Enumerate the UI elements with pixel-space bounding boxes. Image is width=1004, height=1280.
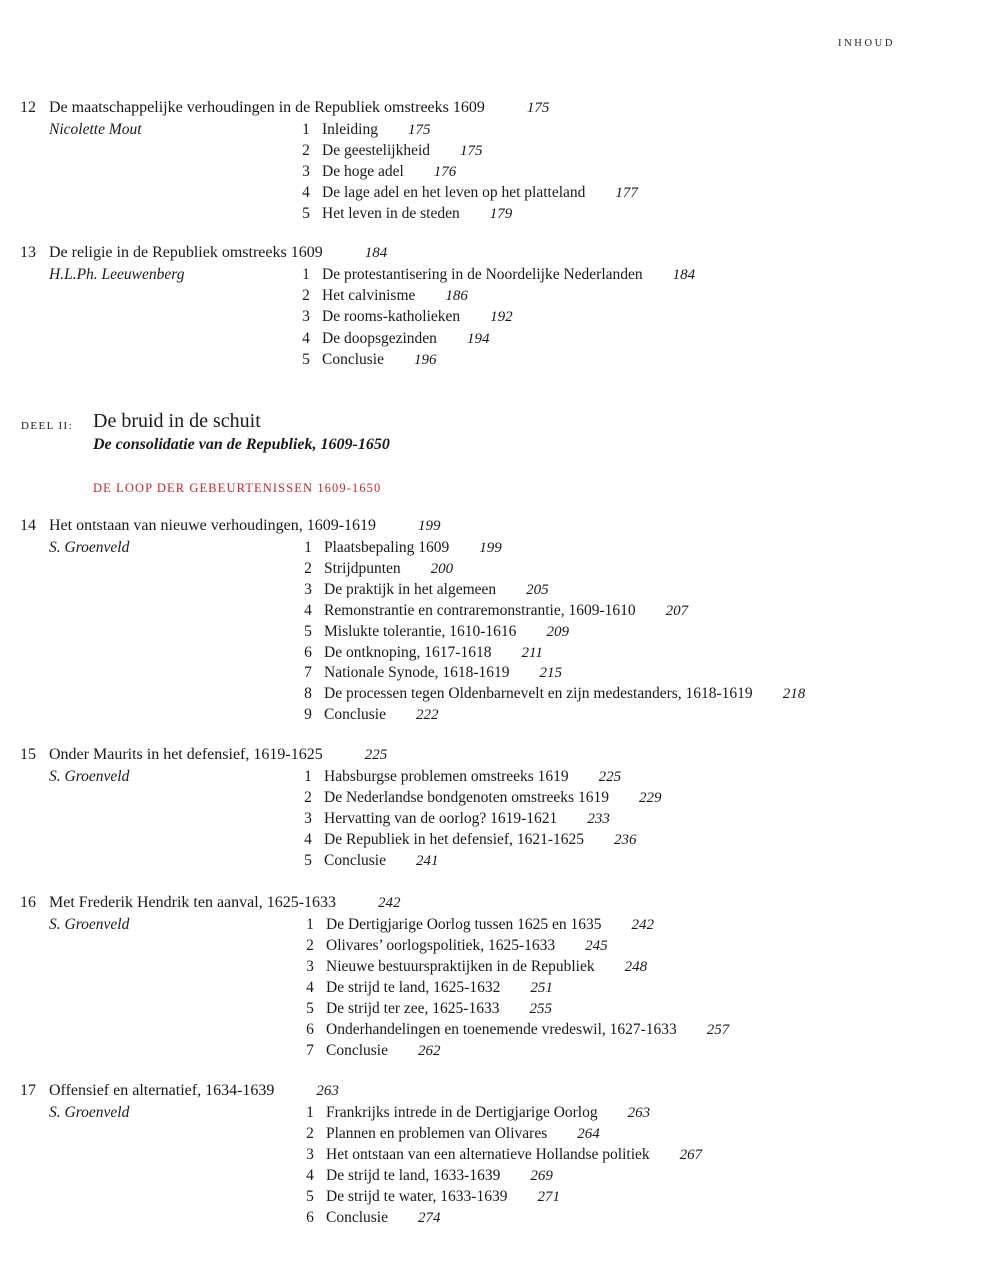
section-number: 2 [306,937,314,954]
section-title-text: Mislukte tolerantie, 1610-1616 [324,622,517,640]
section-title [326,1209,441,1227]
section-number: 4 [306,1167,314,1184]
part-title: De bruid in de schuit [93,410,261,432]
section-title [324,623,569,641]
part-section-heading: DE LOOP DER GEBEURTENISSEN 1609-1650 [93,481,382,495]
section-page-number: 211 [521,644,543,661]
section-title [322,184,638,202]
section-number: 2 [302,287,310,305]
section-number: 4 [304,601,312,619]
chapter-author: Nicolette Mout [49,121,142,138]
section-page-number: 177 [615,185,638,201]
section-number: 3 [304,580,312,598]
section-title-text: Habsburgse problemen omstreeks 1619 [324,768,569,785]
section-page-number: 262 [418,1043,441,1059]
section-title-text: De ontknoping, 1617-1618 [324,643,492,661]
section-page-number: 241 [416,853,439,869]
chapter-title [49,746,387,764]
section-page-number: 251 [530,980,553,996]
chapter-author: S. Groenveld [49,768,130,785]
section-page-number: 222 [416,707,439,724]
section-title-text: De hoge adel [322,163,404,180]
section-number: 6 [306,1021,314,1038]
section-title [322,163,456,181]
chapter-title [49,244,387,262]
chapter-page-number: 184 [364,245,388,261]
section-title-text: Remonstrantie en contraremonstrantie, 1609-1610 [324,601,636,619]
chapter-title [49,894,401,912]
chapter-number: 12 [20,99,36,116]
section-number: 3 [302,308,310,326]
chapter-entry [0,244,1004,368]
section-title-text: De processen tegen Oldenbarnevelt en zijn medestanders, 1618-1619 [324,685,753,703]
chapter-author: S. Groenveld [49,916,130,933]
section-title [324,852,439,870]
section-title-text: Onderhandelingen en toenemende vredeswil, 1627-1633 [326,1021,677,1038]
chapter-title-text: Het ontstaan van nieuwe verhoudingen, 1609-1619 [49,517,377,534]
section-number: 3 [302,163,310,180]
section-title-text: Het leven in de steden [322,205,460,222]
section-title-text: De strijd te water, 1633-1639 [326,1188,508,1205]
section-title [324,644,543,662]
section-title [322,351,437,369]
section-title [322,308,513,326]
section-number: 3 [306,1146,314,1163]
section-title-text: Plannen en problemen van Olivares [326,1125,548,1142]
chapter-page-number: 199 [418,518,441,534]
section-page-number: 199 [479,540,502,556]
section-title-text: Olivares’ oorlogspolitiek, 1625-1633 [326,937,556,954]
section-title [324,831,637,849]
chapter-page-number: 263 [316,1083,339,1099]
section-title-text: De praktijk in het algemeen [324,580,497,598]
section-number: 1 [304,539,312,556]
section-page-number: 257 [706,1022,730,1038]
section-page-number: 255 [529,1001,552,1017]
section-title-text: De Republiek in het defensief, 1621-1625 [324,831,584,848]
section-title-text: Plaatsbepaling 1609 [324,539,450,556]
section-page-number: 236 [614,832,637,848]
chapter-entry [0,1082,1004,1226]
section-title [326,979,553,997]
section-title [326,916,654,934]
section-title [324,706,439,724]
section-title [322,205,512,223]
section-title [324,560,453,578]
section-number: 2 [304,559,312,577]
section-title-text: De strijd ter zee, 1625-1633 [326,1000,500,1017]
section-page-number: 179 [489,206,513,222]
section-title-text: De strijd te land, 1633-1639 [326,1167,501,1184]
section-title [324,602,688,620]
chapter-entry [0,894,1004,1059]
chapter-page-number: 242 [378,895,401,911]
chapter-number: 17 [20,1082,36,1099]
section-page-number: 175 [460,143,483,159]
section-page-number: 196 [414,351,437,368]
section-title-text: Het calvinisme [322,287,416,305]
section-title-text: Frankrijks intrede in de Dertigjarige Oorlog [326,1104,598,1121]
section-title-text: Inleiding [322,121,378,138]
section-title [326,1042,441,1060]
section-title [326,1188,560,1206]
chapter-entry [0,746,1004,869]
part-label: DEEL II: [21,420,74,432]
section-title-text: Conclusie [326,1042,388,1059]
chapter-title [49,1082,339,1100]
section-number: 5 [306,1188,314,1205]
section-number: 5 [304,622,312,640]
section-number: 4 [302,184,310,201]
section-title-text: Nieuwe bestuurspraktijken in de Republiek [326,958,595,975]
section-title [324,664,562,682]
section-title [322,266,695,284]
section-page-number: 267 [679,1147,703,1163]
section-page-number: 192 [490,309,513,326]
section-number: 4 [306,979,314,996]
section-number: 4 [304,831,312,848]
section-page-number: 215 [539,665,563,682]
section-number: 1 [304,768,312,785]
section-number: 5 [306,1000,314,1017]
chapter-page-number: 225 [364,747,388,763]
chapter-entry [0,517,1004,724]
section-title [322,330,489,348]
section-number: 7 [306,1042,314,1059]
section-number: 1 [306,1104,314,1121]
chapter-number: 13 [20,244,36,261]
chapter-page-number: 175 [526,100,550,116]
chapter-title-text: De religie in de Republiek omstreeks 1609 [49,244,323,261]
chapter-author: S. Groenveld [49,539,130,556]
section-title-text: Conclusie [322,350,384,368]
section-title-text: Conclusie [326,1209,388,1226]
section-page-number: 186 [445,288,468,305]
section-title [324,581,549,599]
section-number: 3 [304,810,312,827]
section-number: 1 [302,266,310,283]
section-page-number: 194 [466,330,490,347]
section-page-number: 263 [627,1105,651,1121]
section-number: 6 [306,1209,314,1226]
section-page-number: 264 [577,1126,600,1142]
section-number: 2 [306,1125,314,1142]
section-number: 1 [302,121,310,138]
section-title [326,1146,702,1164]
section-page-number: 233 [587,811,610,827]
section-title [326,1167,553,1185]
section-title-text: De Dertigjarige Oorlog tussen 1625 en 1635 [326,916,602,933]
section-title-text: De doopsgezinden [322,329,437,347]
section-number: 3 [306,958,314,975]
section-number: 1 [306,916,314,933]
section-title-text: De geestelijkheid [322,142,431,159]
section-title [326,958,647,976]
chapter-entry [0,99,1004,222]
section-page-number: 207 [665,602,689,619]
chapter-author: H.L.Ph. Leeuwenberg [49,266,185,283]
section-title [324,539,502,557]
section-page-number: 242 [631,917,654,933]
section-title-text: De Nederlandse bondgenoten omstreeks 1619 [324,789,609,806]
section-title [326,937,608,955]
section-number: 7 [304,664,312,682]
section-page-number: 209 [546,623,569,640]
chapter-title [49,517,441,535]
section-title [326,1000,552,1018]
section-page-number: 248 [624,959,648,975]
section-number: 4 [302,329,310,347]
section-page-number: 271 [537,1189,560,1205]
section-page-number: 274 [418,1210,441,1226]
section-title [326,1104,650,1122]
section-number: 5 [302,350,310,368]
section-title-text: De strijd te land, 1625-1632 [326,979,501,996]
chapter-number: 15 [20,746,36,763]
section-number: 6 [304,643,312,661]
section-title-text: Strijdpunten [324,559,401,577]
section-title [322,287,468,305]
section-title-text: De rooms-katholieken [322,308,461,326]
section-title [322,121,430,139]
part-subtitle: De consolidatie van de Republiek, 1609-1650 [93,436,390,453]
chapter-title-text: Met Frederik Hendrik ten aanval, 1625-1633 [49,894,337,911]
section-number: 5 [302,205,310,222]
section-page-number: 218 [782,686,806,703]
chapter-title [49,99,549,117]
section-title-text: Nationale Synode, 1618-1619 [324,664,510,682]
running-head: INHOUD [838,38,896,49]
section-title [324,810,610,828]
section-number: 5 [304,852,312,869]
section-number: 2 [302,142,310,159]
section-title-text: Hervatting van de oorlog? 1619-1621 [324,810,558,827]
section-title [326,1021,729,1039]
section-page-number: 175 [407,122,431,138]
section-number: 2 [304,789,312,806]
section-number: 9 [304,706,312,724]
section-title-text: De lage adel en het leven op het platteland [322,184,586,201]
chapter-title-text: De maatschappelijke verhoudingen in de Republiek omstreeks 1609 [49,99,485,116]
section-title [324,789,661,807]
section-number: 8 [304,685,312,703]
section-title-text: Conclusie [324,852,386,869]
section-title-text: Conclusie [324,706,386,724]
section-page-number: 245 [585,938,608,954]
chapter-number: 14 [20,517,36,534]
section-page-number: 225 [598,769,622,785]
section-page-number: 269 [530,1168,553,1184]
section-title-text: De protestantisering in de Noordelijke Nederlanden [322,266,643,283]
section-title [322,142,483,160]
chapter-title-text: Onder Maurits in het defensief, 1619-1625 [49,746,323,763]
section-page-number: 176 [433,164,457,180]
section-title-text: Het ontstaan van een alternatieve Hollandse politiek [326,1146,650,1163]
chapter-number: 16 [20,894,36,911]
section-page-number: 184 [672,267,696,283]
section-title [324,768,621,786]
section-page-number: 229 [638,790,662,806]
section-title [324,685,805,703]
section-page-number: 200 [430,560,454,577]
section-page-number: 205 [526,581,549,598]
chapter-author: S. Groenveld [49,1104,130,1121]
chapter-title-text: Offensief en alternatief, 1634-1639 [49,1082,275,1099]
section-title [326,1125,600,1143]
